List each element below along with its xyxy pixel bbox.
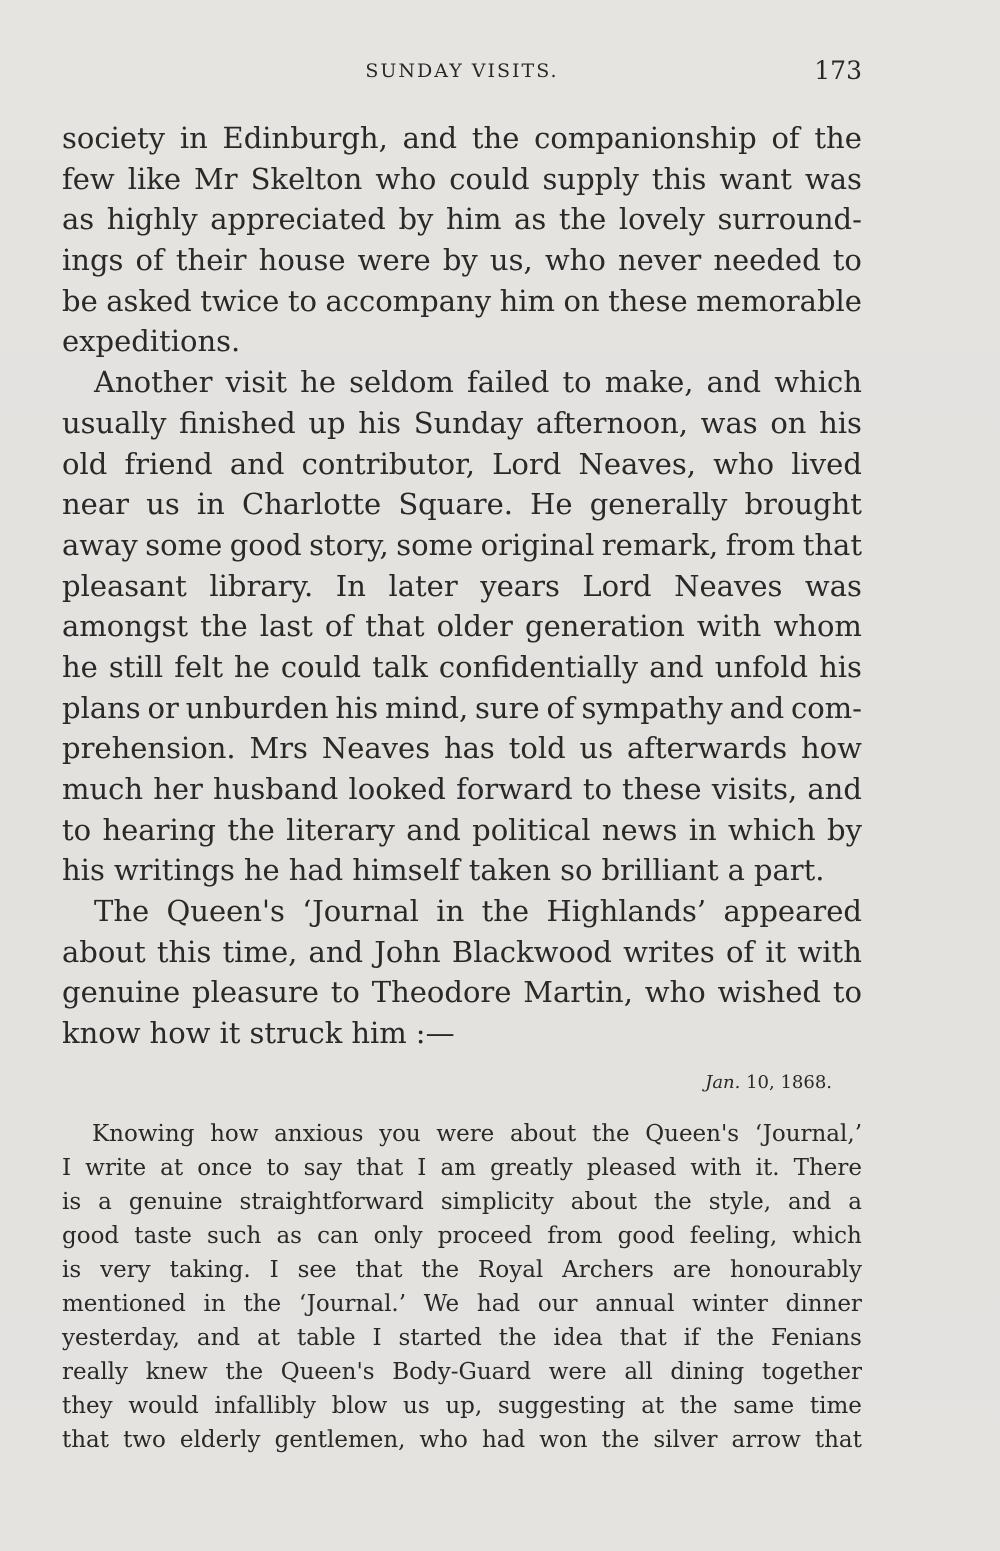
letter-text-line: is a genuine straightforward simplicity about the style, and a: [62, 1189, 862, 1215]
letter-text: [62, 1117, 862, 1457]
body-text-line: know how it struck him :—: [62, 1016, 455, 1051]
letter-text-line: mentioned in the ‘Journal.’ We had our annual winter dinner: [62, 1291, 862, 1317]
letter-date: [705, 1072, 832, 1093]
body-text-line: society in Edinburgh, and the companionship of the: [62, 121, 862, 155]
body-text-line: ings of their house were by us, who never needed to: [62, 243, 862, 278]
body-text-line: genuine pleasure to Theodore Martin, who wished to: [62, 975, 862, 1010]
letter-text-line: good taste such as can only proceed from good feeling, which: [62, 1223, 862, 1249]
body-text-line: few like Mr Skelton who could supply this want was: [62, 161, 862, 196]
letter-text-line: they would infallibly blow us up, suggesting at the same time: [62, 1393, 862, 1419]
body-text-line: he still felt he could talk confidentially and unfold his: [62, 649, 862, 684]
running-title: SUNDAY VISITS.: [365, 60, 559, 82]
body-text-line: plans or unburden his mind, sure of sympathy and com-: [62, 690, 862, 725]
letter-text-line: I write at once to say that I am greatly pleased with it. There: [62, 1155, 862, 1181]
letter-text-line: really knew the Queen's Body-Guard were all dining together: [62, 1359, 862, 1385]
body-text-line: to hearing the literary and political news in which by: [62, 812, 862, 847]
body-text-line: be asked twice to accompany him on these memorable: [62, 283, 862, 318]
body-text-line: about this time, and John Blackwood writes of it with: [62, 934, 862, 969]
body-text-line: much her husband looked forward to these visits, and: [62, 772, 862, 806]
letter-text-line: that two elderly gentlemen, who had won the silver arrow that: [62, 1427, 862, 1453]
running-head: [62, 56, 862, 88]
body-text-line: prehension. Mrs Neaves has told us afterwards how: [62, 731, 862, 766]
letter-date-month: Jan.: [705, 1072, 741, 1093]
body-text-line: The Queen's ‘Journal in the Highlands’ appeared: [94, 894, 862, 929]
letter-date-rest: 10, 1868.: [746, 1072, 832, 1093]
letter-text-line: yesterday, and at table I started the idea that if the Fenians: [62, 1325, 862, 1351]
body-text-line: Another visit he seldom failed to make, and which: [94, 365, 862, 400]
body-text-line: away some good story, some original remark, from that: [62, 527, 862, 562]
letter-text-line: is very taking. I see that the Royal Archers are honourably: [62, 1257, 862, 1283]
body-text-line: usually finished up his Sunday afternoon, was on his: [62, 405, 862, 440]
body-text-line: old friend and contributor, Lord Neaves, who lived: [62, 446, 862, 481]
body-text-line: amongst the last of that older generation with whom: [62, 609, 862, 644]
body-text-line: expeditions.: [62, 324, 241, 359]
body-text: [62, 118, 862, 1054]
page-number: 173: [814, 56, 862, 85]
body-text-line: his writings he had himself taken so brilliant a part.: [62, 853, 825, 888]
body-text-line: near us in Charlotte Square. He generally brought: [62, 487, 862, 522]
body-text-line: pleasant library. In later years Lord Neaves was: [62, 568, 862, 603]
letter-text-line: Knowing how anxious you were about the Queen's ‘Journal,’: [92, 1121, 862, 1147]
body-text-line: as highly appreciated by him as the lovely surround-: [62, 202, 862, 237]
